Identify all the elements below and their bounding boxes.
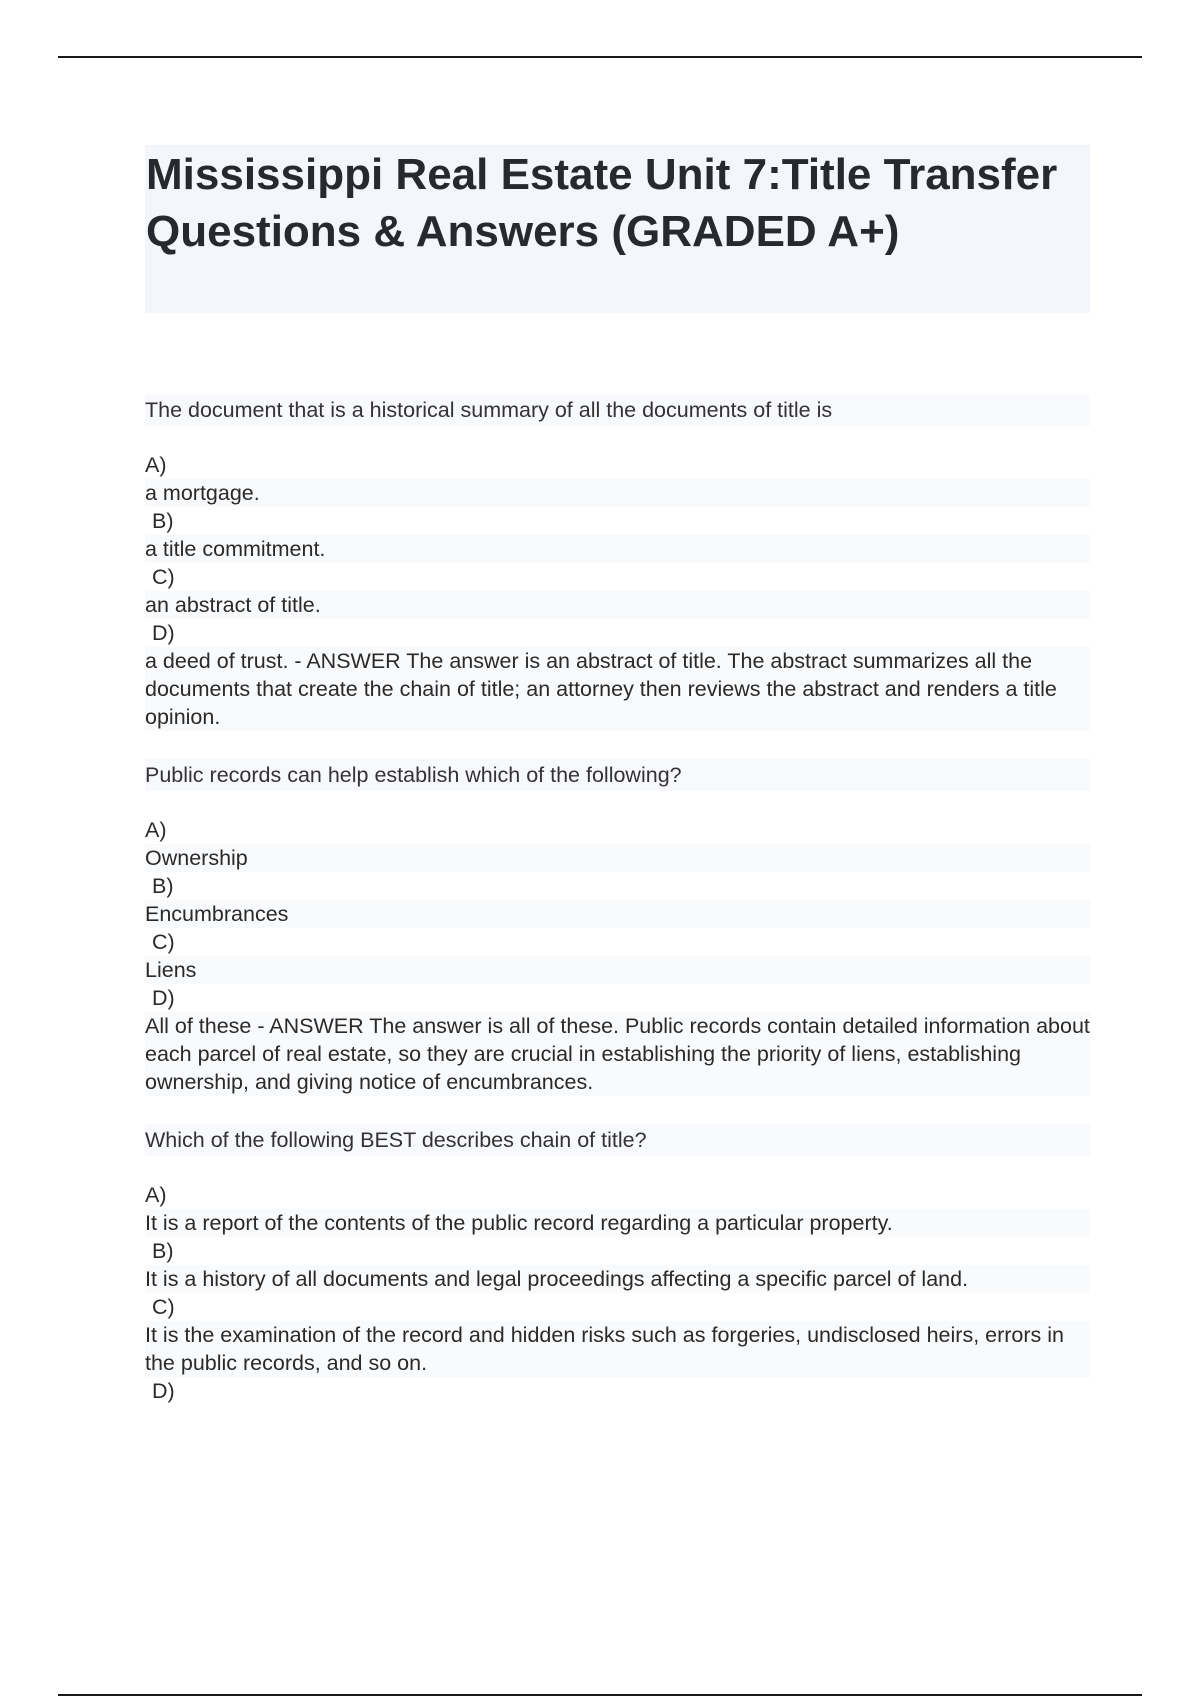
- top-rule: [58, 56, 1142, 58]
- question-text: Public records can help establish which of the following?: [145, 759, 1090, 791]
- option-letter-c: C): [152, 930, 175, 954]
- questions-list: [145, 394, 1090, 1433]
- option-text-a: It is a report of the contents of the public record regarding a particular property.: [145, 1209, 1090, 1237]
- option-letter-a: A): [145, 453, 167, 477]
- option-letter-b: B): [152, 1239, 174, 1263]
- question-1: [145, 394, 1090, 731]
- option-text-d-answer: a deed of trust. - ANSWER The answer is an abstract of title. The abstract summarizes all the documents that create the chain of title; an attorney then reviews the abstract and renders a title opinion.: [145, 647, 1090, 731]
- option-text-b: It is a history of all documents and legal proceedings affecting a specific parcel of land.: [145, 1265, 1090, 1293]
- option-text-a: Ownership: [145, 844, 1090, 872]
- option-letter-b: B): [152, 874, 174, 898]
- option-text-a: a mortgage.: [145, 479, 1090, 507]
- option-letter-b: B): [152, 509, 174, 533]
- question-2: [145, 759, 1090, 1096]
- option-letter-d: D): [152, 986, 175, 1010]
- option-text-d-answer: All of these - ANSWER The answer is all of these. Public records contain detailed information about each parcel of real estate, so they are crucial in establishing the priority of liens, establishing ownership, and giving notice of encumbrances.: [145, 1014, 1090, 1094]
- option-text-c: an abstract of title.: [145, 591, 1090, 619]
- option-letter-a: A): [145, 1183, 167, 1207]
- question-text: Which of the following BEST describes chain of title?: [145, 1124, 1090, 1156]
- document-title: Mississippi Real Estate Unit 7:Title Transfer Questions & Answers (GRADED A+): [146, 150, 1058, 256]
- option-text-c: Liens: [145, 956, 1090, 984]
- question-text: The document that is a historical summary of all the documents of title is: [145, 394, 1090, 426]
- option-text-b: a title commitment.: [145, 535, 1090, 563]
- option-letter-c: C): [152, 1295, 175, 1319]
- option-letter-d: D): [152, 621, 175, 645]
- question-3: [145, 1124, 1090, 1405]
- option-text-b: Encumbrances: [145, 900, 1090, 928]
- option-letter-a: A): [145, 818, 167, 842]
- option-letter-d: D): [152, 1379, 175, 1403]
- option-letter-c: C): [152, 565, 175, 589]
- option-text-c: It is the examination of the record and hidden risks such as forgeries, undisclosed heirs, errors in the public records, and so on.: [145, 1321, 1090, 1377]
- bottom-rule: [58, 1694, 1142, 1696]
